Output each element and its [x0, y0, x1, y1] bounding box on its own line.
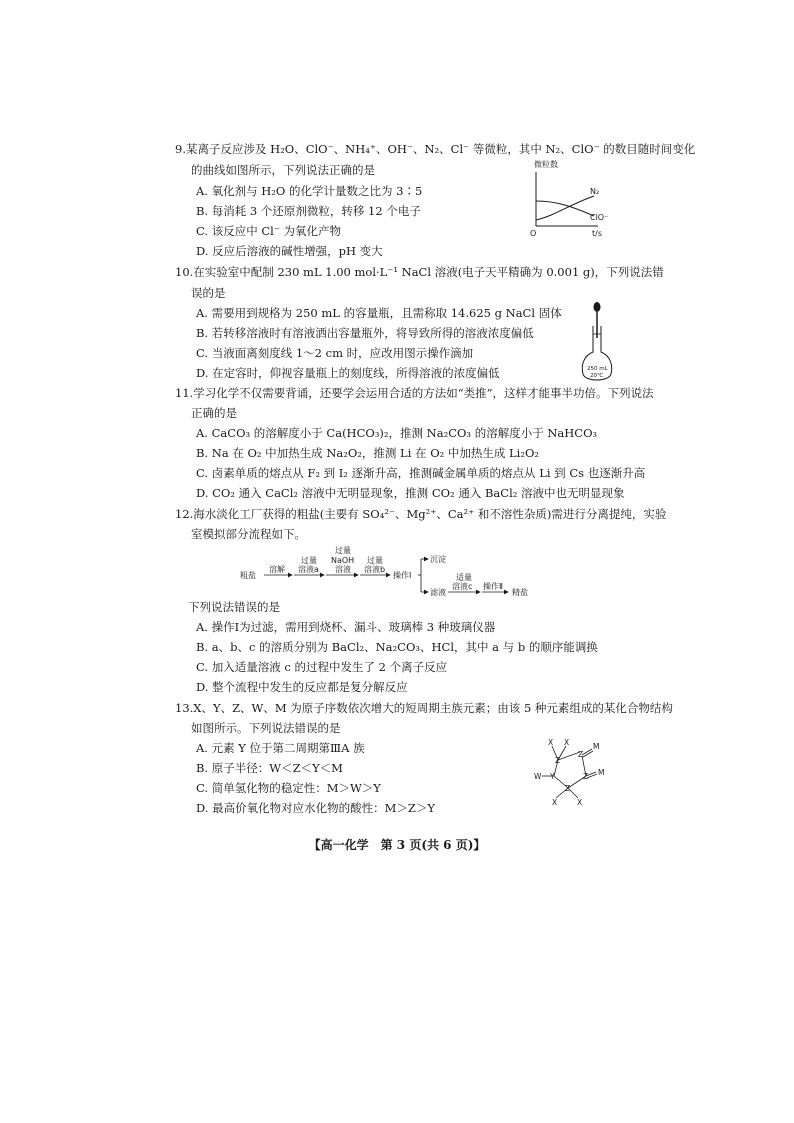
- n2-curve: [536, 196, 594, 220]
- atom-z-4: Z: [565, 784, 571, 793]
- q10-option-d: D. 在定容时，仰视容量瓶上的刻度线，所得溶液的浓度偏低: [196, 366, 500, 380]
- flow-step4-bottom: 溶液b: [364, 565, 386, 574]
- atom-m-2: M: [598, 768, 605, 777]
- graph-clo-label: ClO⁻: [590, 213, 609, 222]
- flow-step3-mid: NaOH: [331, 556, 355, 565]
- q9-option-a: A. 氧化剂与 H₂O 的化学计量数之比为 3∶5: [196, 184, 423, 198]
- q11-option-d: D. CO₂ 通入 CaCl₂ 溶液中无明显现象，推测 CO₂ 通入 BaCl₂ 溶液中也无明显现象: [196, 486, 625, 500]
- flow-step2-bottom: 溶液a: [298, 565, 319, 574]
- q12-option-a: A. 操作Ⅰ为过滤，需用到烧杯、漏斗、玻璃棒 3 种玻璃仪器: [196, 620, 496, 634]
- q11-option-a: A. CaCO₃ 的溶解度小于 Ca(HCO₃)₂，推测 Na₂CO₃ 的溶解度小于 NaHCO₃: [196, 426, 598, 440]
- q12-flowchart: [240, 544, 550, 600]
- dropper-bulb: [594, 302, 601, 312]
- graph-n2-label: N₂: [590, 187, 600, 196]
- q13-option-a: A. 元素 Y 位于第二周期第ⅢA 族: [196, 741, 365, 755]
- atom-y: Y: [550, 772, 555, 781]
- flow-step5-bottom: 溶液c: [452, 582, 473, 591]
- q13-option-d: D. 最高价氧化物对应水化物的酸性：M＞Z＞Y: [196, 801, 435, 815]
- flow-start: 粗盐: [240, 571, 256, 580]
- flow-step3-bottom: 溶液: [335, 565, 351, 574]
- graph-xlabel: t/s: [592, 229, 602, 238]
- flow-step5-top: 适量: [456, 573, 472, 582]
- flow-precipitate: 沉淀: [430, 555, 446, 564]
- atom-z-1: Z: [555, 756, 561, 765]
- atom-x-4: X: [577, 798, 583, 807]
- flow-step4-top: 过量: [367, 556, 383, 565]
- q10-stem-line2: 误的是: [191, 286, 226, 300]
- atom-w: W: [534, 772, 542, 781]
- q9-option-d: D. 反应后溶液的碱性增强，pH 变大: [196, 244, 383, 258]
- page-footer: 【高一化学 第 3 页(共 6 页)】: [308, 838, 486, 852]
- q12-stem-line1: 12.海水淡化工厂获得的粗盐(主要有 SO₄²⁻、Mg²⁺、Ca²⁺ 和不溶性杂质)需进行分离提纯，实验: [175, 507, 667, 521]
- atom-x-1: X: [548, 738, 554, 747]
- volumetric-flask-figure: [578, 300, 618, 386]
- q13-option-b: B. 原子半径：W＜Z＜Y＜M: [196, 761, 343, 775]
- flow-step3-top: 过量: [335, 546, 351, 555]
- flow-step2-top: 过量: [301, 556, 317, 565]
- q11-stem-line2: 正确的是: [191, 406, 237, 420]
- q11-option-b: B. Na 在 O₂ 中加热生成 Na₂O₂，推测 Li 在 O₂ 中加热生成 Li₂O₂: [196, 446, 539, 460]
- atom-x-3: X: [552, 798, 558, 807]
- flow-end: 精盐: [512, 588, 528, 597]
- q13-option-c: C. 简单氢化物的稳定性：M＞W＞Y: [196, 781, 381, 795]
- graph-ylabel: 微粒数: [534, 160, 558, 169]
- atom-x-2: X: [564, 738, 570, 747]
- q9-option-b: B. 每消耗 3 个还原剂微粒，转移 12 个电子: [196, 204, 421, 218]
- q9-stem-line1: 9.某离子反应涉及 H₂O、ClO⁻、NH₄⁺、OH⁻、N₂、Cl⁻ 等微粒，其中 N₂、ClO⁻ 的数目随时间变化: [175, 142, 696, 156]
- atom-z-3: Z: [583, 772, 589, 781]
- q10-option-b: B. 若转移溶液时有溶液洒出容量瓶外，将导致所得的溶液浓度偏低: [196, 326, 534, 340]
- flask-temp-label: 20℃: [590, 373, 604, 379]
- flow-operation-2: 操作Ⅱ: [483, 582, 503, 591]
- q9-graph: [526, 158, 616, 238]
- q10-option-c: C. 当液面离刻度线 1～2 cm 时，应改用图示操作滴加: [196, 346, 474, 360]
- q9-option-c: C. 该反应中 Cl⁻ 为氧化产物: [196, 224, 342, 238]
- flow-dissolve: 溶解: [269, 565, 285, 574]
- graph-origin: O: [530, 229, 537, 238]
- q13-stem-line2: 如图所示。下列说法错误的是: [191, 721, 341, 735]
- flow-operation-1: 操作Ⅰ: [393, 571, 412, 580]
- q9-stem-line2: 的曲线如图所示，下列说法正确的是: [191, 163, 375, 177]
- q10-stem-line1: 10.在实验室中配制 230 mL 1.00 mol·L⁻¹ NaCl 溶液(电子天平精确为 0.001 g)，下列说法错: [175, 265, 664, 279]
- flask-volume-label: 250 mL: [587, 366, 608, 372]
- q12-option-d: D. 整个流程中发生的反应都是复分解反应: [196, 680, 408, 694]
- q11-stem-line1: 11.学习化学不仅需要背诵，还要学会运用合适的方法如“类推”，这样才能事半功倍。下列说法: [175, 386, 654, 400]
- flow-filtrate: 滤液: [430, 588, 446, 597]
- q12-option-c: C. 加入适量溶液 c 的过程中发生了 2 个离子反应: [196, 660, 448, 674]
- atom-z-2: Z: [578, 750, 584, 759]
- q11-option-c: C. 卤素单质的熔点从 F₂ 到 I₂ 逐渐升高，推测碱金属单质的熔点从 Li 到 Cs 也逐渐升高: [196, 466, 646, 480]
- atom-m-1: M: [593, 742, 600, 751]
- q12-stem-line2: 室模拟部分流程如下。: [191, 527, 306, 541]
- q12-stem-line3: 下列说法错误的是: [188, 600, 280, 614]
- q12-option-b: B. a、b、c 的溶质分别为 BaCl₂、Na₂CO₃、HCl，其中 a 与 b 的顺序能调换: [196, 640, 598, 654]
- q10-option-a: A. 需要用到规格为 250 mL 的容量瓶，且需称取 14.625 g NaCl 固体: [196, 306, 562, 320]
- q13-stem-line1: 13.X、Y、Z、W、M 为原子序数依次增大的短周期主族元素；由该 5 种元素组成的某化合物结构: [175, 701, 673, 715]
- q13-structure-figure: [528, 736, 618, 808]
